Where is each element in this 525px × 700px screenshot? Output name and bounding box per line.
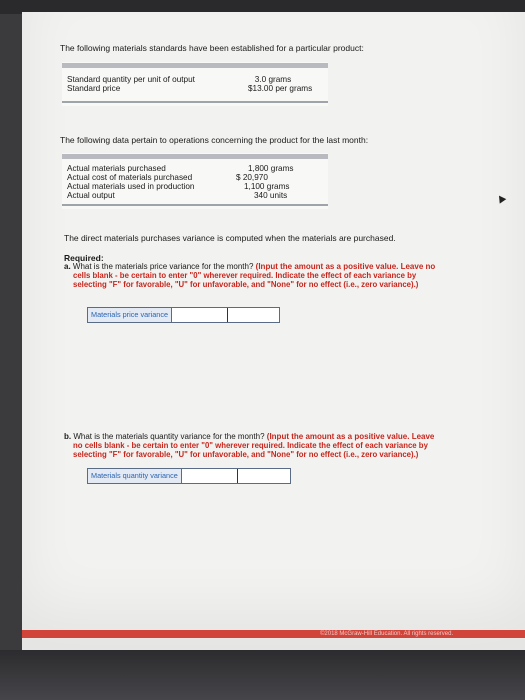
quantity-variance-amount-input[interactable] xyxy=(182,469,238,483)
actuals-table-bottom-rule xyxy=(62,204,328,206)
actuals-row-value: 340 units xyxy=(254,191,288,200)
actuals-row-value: 1,800 grams xyxy=(248,164,294,173)
copyright-text: ©2018 McGraw-Hill Education. All rights reserved. xyxy=(320,631,454,637)
data-intro-text: The following data pertain to operations concerning the product for the last month: xyxy=(60,135,369,145)
standards-row-label: Standard price xyxy=(67,84,121,93)
question-a-instruction: (Input the amount as a positive value. Leave no xyxy=(255,262,436,271)
question-a-instruction: selecting "F" for favorable, "U" for unfavorable, and "None" for no effect (i.e., zero variance).) xyxy=(73,280,419,289)
standards-row-value: $13.00 per grams xyxy=(248,84,313,93)
standards-table-header-bar xyxy=(62,63,328,68)
actuals-row-value: $ 20,970 xyxy=(236,173,268,182)
actuals-row-label: Actual materials used in production xyxy=(67,182,195,191)
price-variance-effect-select[interactable] xyxy=(228,308,279,322)
actuals-row-value: 1,100 grams xyxy=(244,182,290,191)
actuals-table-header-bar xyxy=(62,154,328,159)
actuals-row-label: Actual materials purchased xyxy=(67,164,166,173)
intro-text: The following materials standards have been established for a particular product: xyxy=(60,43,364,53)
question-b-instruction: (Input the amount as a positive value. Leave xyxy=(266,432,435,441)
monitor-bezel-bottom xyxy=(0,650,525,700)
question-b-instruction: selecting "F" for favorable, "U" for unfavorable, and "None" for no effect (i.e., zero variance).) xyxy=(73,450,419,459)
question-a-instruction: cells blank - be certain to enter "0" wherever required. Indicate the effect of each variance by xyxy=(73,271,417,280)
standards-table-bottom-rule xyxy=(62,101,328,103)
question-b-instruction: no cells blank - be certain to enter "0" wherever required. Indicate the effect of each variance by xyxy=(73,441,428,450)
question-a-text: What is the materials price variance for the month? xyxy=(72,262,254,271)
price-variance-answer-row xyxy=(87,307,280,323)
question-a-prefix: a. xyxy=(64,262,71,271)
quantity-variance-effect-select[interactable] xyxy=(238,469,290,483)
assignment-page xyxy=(22,12,525,652)
actuals-row-label: Actual cost of materials purchased xyxy=(67,173,193,182)
purchase-variance-note: The direct materials purchases variance is computed when the materials are purchased. xyxy=(64,233,396,243)
required-heading: Required: xyxy=(64,253,104,263)
quantity-variance-answer-row xyxy=(87,468,291,484)
question-b-prefix: b. xyxy=(64,432,72,441)
quantity-variance-label: Materials quantity variance xyxy=(88,469,182,483)
question-b-text: What is the materials quantity variance for the month? xyxy=(73,432,265,441)
standards-row-label: Standard quantity per unit of output xyxy=(67,75,195,84)
standards-row-value: 3.0 grams xyxy=(254,75,292,84)
price-variance-label: Materials price variance xyxy=(88,308,172,322)
actuals-row-label: Actual output xyxy=(67,191,115,200)
price-variance-amount-input[interactable] xyxy=(172,308,228,322)
